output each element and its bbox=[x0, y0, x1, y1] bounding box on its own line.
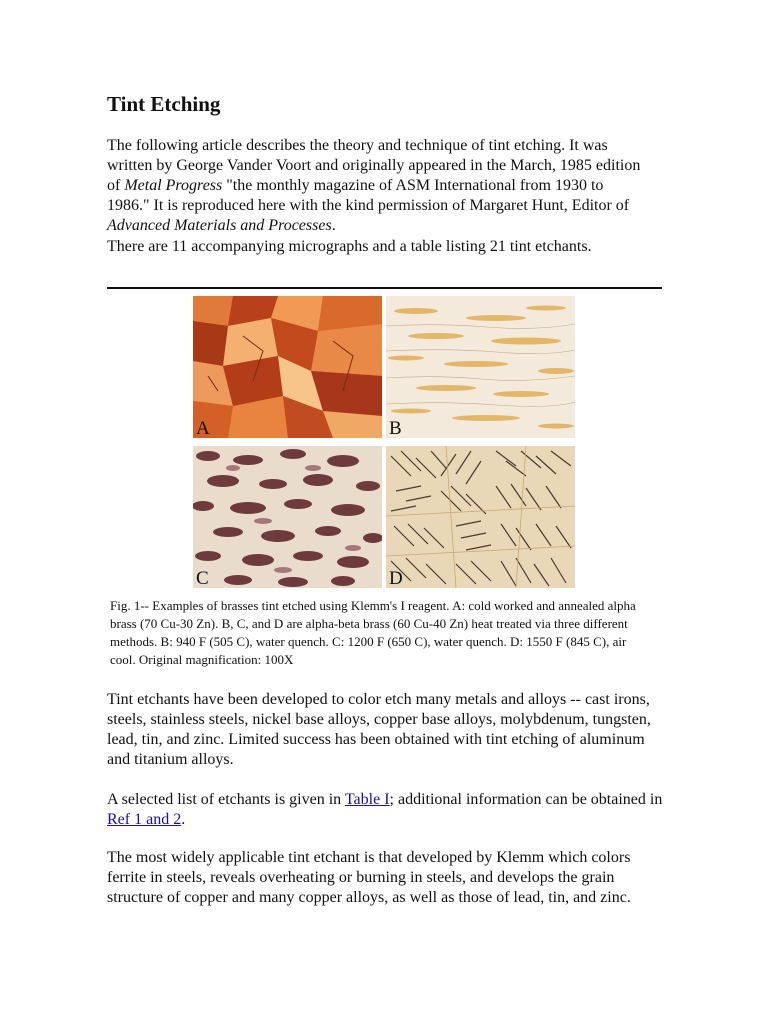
panel-label-d: D bbox=[389, 568, 403, 588]
panel-label-a: A bbox=[196, 418, 210, 438]
intro-line-4: 1930 to 1986." It is reproduced here with the kind permission of Margaret Hunt, bbox=[107, 177, 604, 214]
figure-caption: Fig. 1-- Examples of brasses tint etched using Klemm's I reagent. A: cold worked and annealed alpha brass (70 Cu-30 Zn). B, C, and D are alpha-beta brass (60 Cu-40 Zn) heat treated via three different methods. B: 940 F (505 C), water quench. C: 1200 F (650 C), water quench. D: 1550 F (845 C), air cool. Original magnification: 100X bbox=[110, 598, 636, 667]
intro-line-1: The following article describes the theory and technique of tint etching. It was bbox=[107, 137, 608, 154]
micrograph-a-image bbox=[193, 296, 382, 438]
intro-line-5b: . bbox=[331, 217, 336, 234]
etchant-list-paragraph bbox=[107, 790, 667, 830]
micrograph-d-image bbox=[386, 446, 575, 588]
etchant-list-mid: ; additional information can be obtained in bbox=[389, 791, 663, 808]
micrograph-c bbox=[193, 446, 382, 588]
ref-1-and-2-link[interactable]: Ref 1 and 2 bbox=[107, 811, 182, 828]
panel-label-c: C bbox=[196, 568, 209, 588]
table-i-link[interactable]: Table I bbox=[344, 791, 390, 808]
micrograph-b bbox=[386, 296, 575, 438]
panel-label-b: B bbox=[389, 418, 402, 438]
intro-line-3a: edition of bbox=[107, 157, 641, 194]
micrograph-a bbox=[193, 296, 382, 438]
publication-title: Advanced Materials and Processes bbox=[107, 217, 332, 234]
micrograph-b-image bbox=[386, 296, 575, 438]
horizontal-rule bbox=[107, 287, 662, 289]
magazine-title: Metal Progress bbox=[124, 177, 223, 194]
micrograph-d bbox=[386, 446, 575, 588]
article-title: Tint Etching bbox=[107, 92, 221, 116]
intro-line-5a: Editor of bbox=[571, 197, 630, 214]
etchant-list-pre: A selected list of etchants is given in bbox=[107, 791, 345, 808]
klemm-paragraph: The most widely applicable tint etchant is that developed by Klemm which colors ferrite in steels, reveals overheating or burning in steels, and develops the grain structure of copper and many copper alloys, as well as those of lead, tin, and zinc. bbox=[107, 849, 631, 906]
accompanying-note: There are 11 accompanying micrographs and a table listing 21 tint etchants. bbox=[107, 238, 592, 255]
micrograph-c-image bbox=[193, 446, 382, 588]
intro-line-2: written by George Vander Voort and originally appeared in the March, 1985 bbox=[107, 157, 592, 174]
tint-etchants-paragraph: Tint etchants have been developed to color etch many metals and alloys -- cast irons, steels, stainless steels, nickel base alloys, copper base alloys, molybdenum, tungsten, lead, tin, and zinc. Limited success has been obtained with tint etching of aluminum and titanium alloys. bbox=[107, 691, 651, 768]
etchant-list-post: . bbox=[181, 811, 186, 828]
intro-line-3b: "the monthly magazine of ASM International from bbox=[222, 177, 551, 194]
intro-paragraph bbox=[107, 136, 647, 236]
